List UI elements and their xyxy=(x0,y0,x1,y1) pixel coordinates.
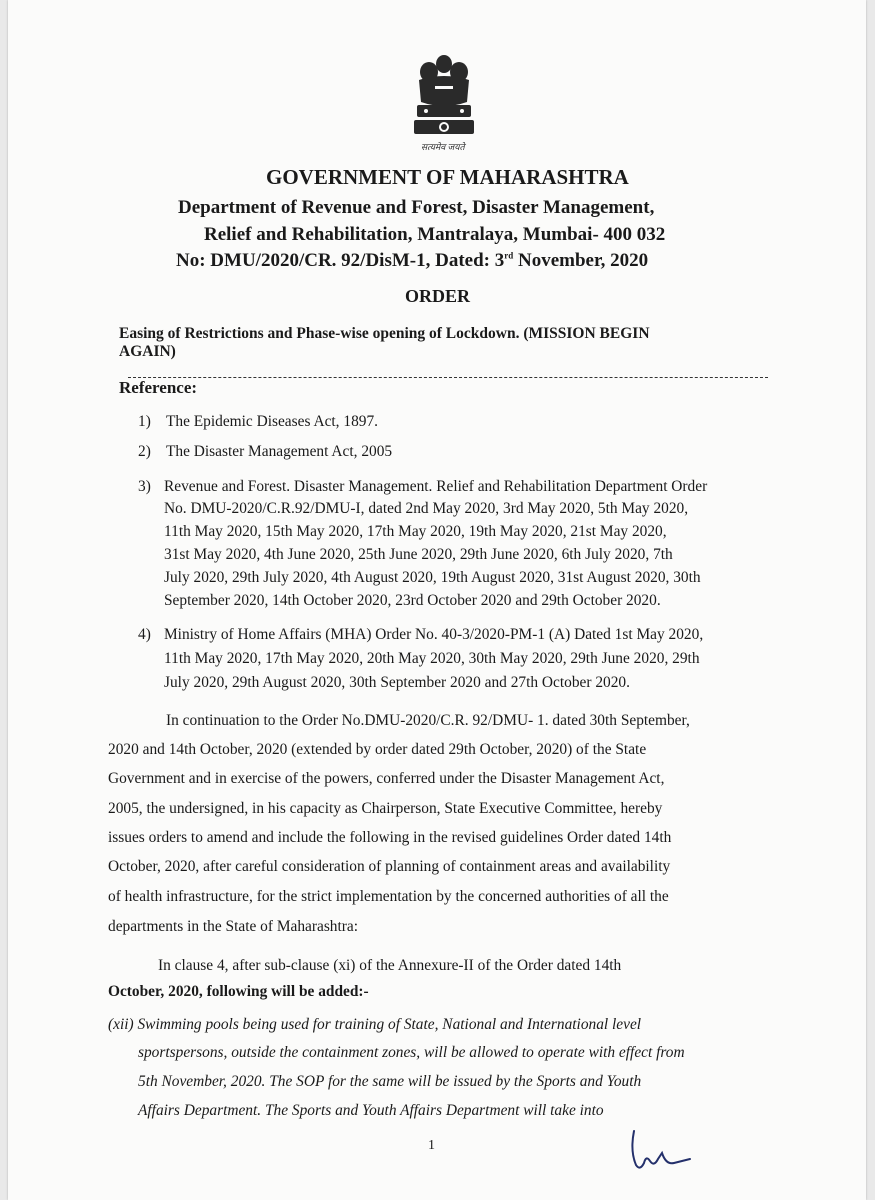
subject-line-1: Easing of Restrictions and Phase-wise opening of Lockdown. (MISSION BEGIN xyxy=(119,325,650,342)
reference-item-line: Revenue and Forest. Disaster Management. Relief and Rehabilitation Department Order xyxy=(164,478,708,495)
order-number: No: DMU/2020/CR. 92/DisM-1, Dated: 3rd November, 2020 xyxy=(176,250,649,271)
signature-icon xyxy=(626,1125,696,1175)
subject-line-2: AGAIN) xyxy=(119,343,176,360)
order-title: ORDER xyxy=(405,286,471,306)
reference-item-line: Ministry of Home Affairs (MHA) Order No. 40-3/2020-PM-1 (A) Dated 1st May 2020, xyxy=(164,626,704,643)
department-line-1: Department of Revenue and Forest, Disaster Management, xyxy=(178,197,655,218)
paragraph-line: October, 2020, after careful consideration of planning of containment areas and availability xyxy=(108,858,671,875)
reference-item-line: 11th May 2020, 17th May 2020, 20th May 2020, 30th May 2020, 29th June 2020, 29th xyxy=(164,650,700,667)
government-title: GOVERNMENT OF MAHARASHTRA xyxy=(266,165,629,189)
ashoka-emblem-icon xyxy=(405,50,483,150)
department-line-2: Relief and Rehabilitation, Mantralaya, Mumbai- 400 032 xyxy=(204,224,666,245)
reference-item-line: September 2020, 14th October 2020, 23rd October 2020 and 29th October 2020. xyxy=(164,592,661,609)
clause-xii-line: sportspersons, outside the containment zones, will be allowed to operate with effect from xyxy=(138,1044,685,1061)
paragraph-line: In clause 4, after sub-clause (xi) of the Annexure-II of the Order dated 14th xyxy=(158,957,622,974)
paragraph-line: 2005, the undersigned, in his capacity as Chairperson, State Executive Committee, hereby xyxy=(108,800,663,817)
paragraph-line: October, 2020, following will be added:- xyxy=(108,983,369,1000)
reference-num: 1) xyxy=(138,413,151,430)
emblem-motto: सत्यमेव जयते xyxy=(421,142,465,152)
document-page xyxy=(8,0,866,1200)
paragraph-line: issues orders to amend and include the following in the revised guidelines Order dated 14th xyxy=(108,829,672,846)
reference-item-text: The Epidemic Diseases Act, 1897. xyxy=(166,413,378,430)
paragraph-line: of health infrastructure, for the strict implementation by the concerned authorities of all the xyxy=(108,888,669,905)
reference-num: 3) xyxy=(138,478,151,495)
reference-item-line: July 2020, 29th August 2020, 30th September 2020 and 27th October 2020. xyxy=(164,674,630,691)
reference-num: 4) xyxy=(138,626,151,643)
clause-xii-line: 5th November, 2020. The SOP for the same will be issued by the Sports and Youth xyxy=(138,1073,642,1090)
reference-item-text: The Disaster Management Act, 2005 xyxy=(166,443,393,460)
paragraph-line: Government and in exercise of the powers, conferred under the Disaster Management Act, xyxy=(108,770,665,787)
reference-item-line: 31st May 2020, 4th June 2020, 25th June 2020, 29th June 2020, 6th July 2020, 7th xyxy=(164,546,673,563)
page-number: 1 xyxy=(428,1138,435,1153)
clause-xii-line: (xii) Swimming pools being used for training of State, National and International level xyxy=(108,1016,642,1033)
paragraph-line: In continuation to the Order No.DMU-2020/C.R. 92/DMU- 1. dated 30th September, xyxy=(166,712,690,729)
paragraph-line: departments in the State of Maharashtra: xyxy=(108,918,359,935)
clause-xii-line: Affairs Department. The Sports and Youth Affairs Department will take into xyxy=(138,1102,604,1119)
reference-item-line: July 2020, 29th July 2020, 4th August 2020, 19th August 2020, 31st August 2020, 30th xyxy=(164,569,701,586)
reference-num: 2) xyxy=(138,443,151,460)
reference-heading: Reference: xyxy=(119,378,198,397)
paragraph-line: 2020 and 14th October, 2020 (extended by order dated 29th October, 2020) of the State xyxy=(108,741,647,758)
reference-item-line: 11th May 2020, 15th May 2020, 17th May 2020, 19th May 2020, 21st May 2020, xyxy=(164,523,667,540)
divider xyxy=(128,377,768,378)
reference-item-line: No. DMU-2020/C.R.92/DMU-I, dated 2nd May 2020, 3rd May 2020, 5th May 2020, xyxy=(164,500,689,517)
